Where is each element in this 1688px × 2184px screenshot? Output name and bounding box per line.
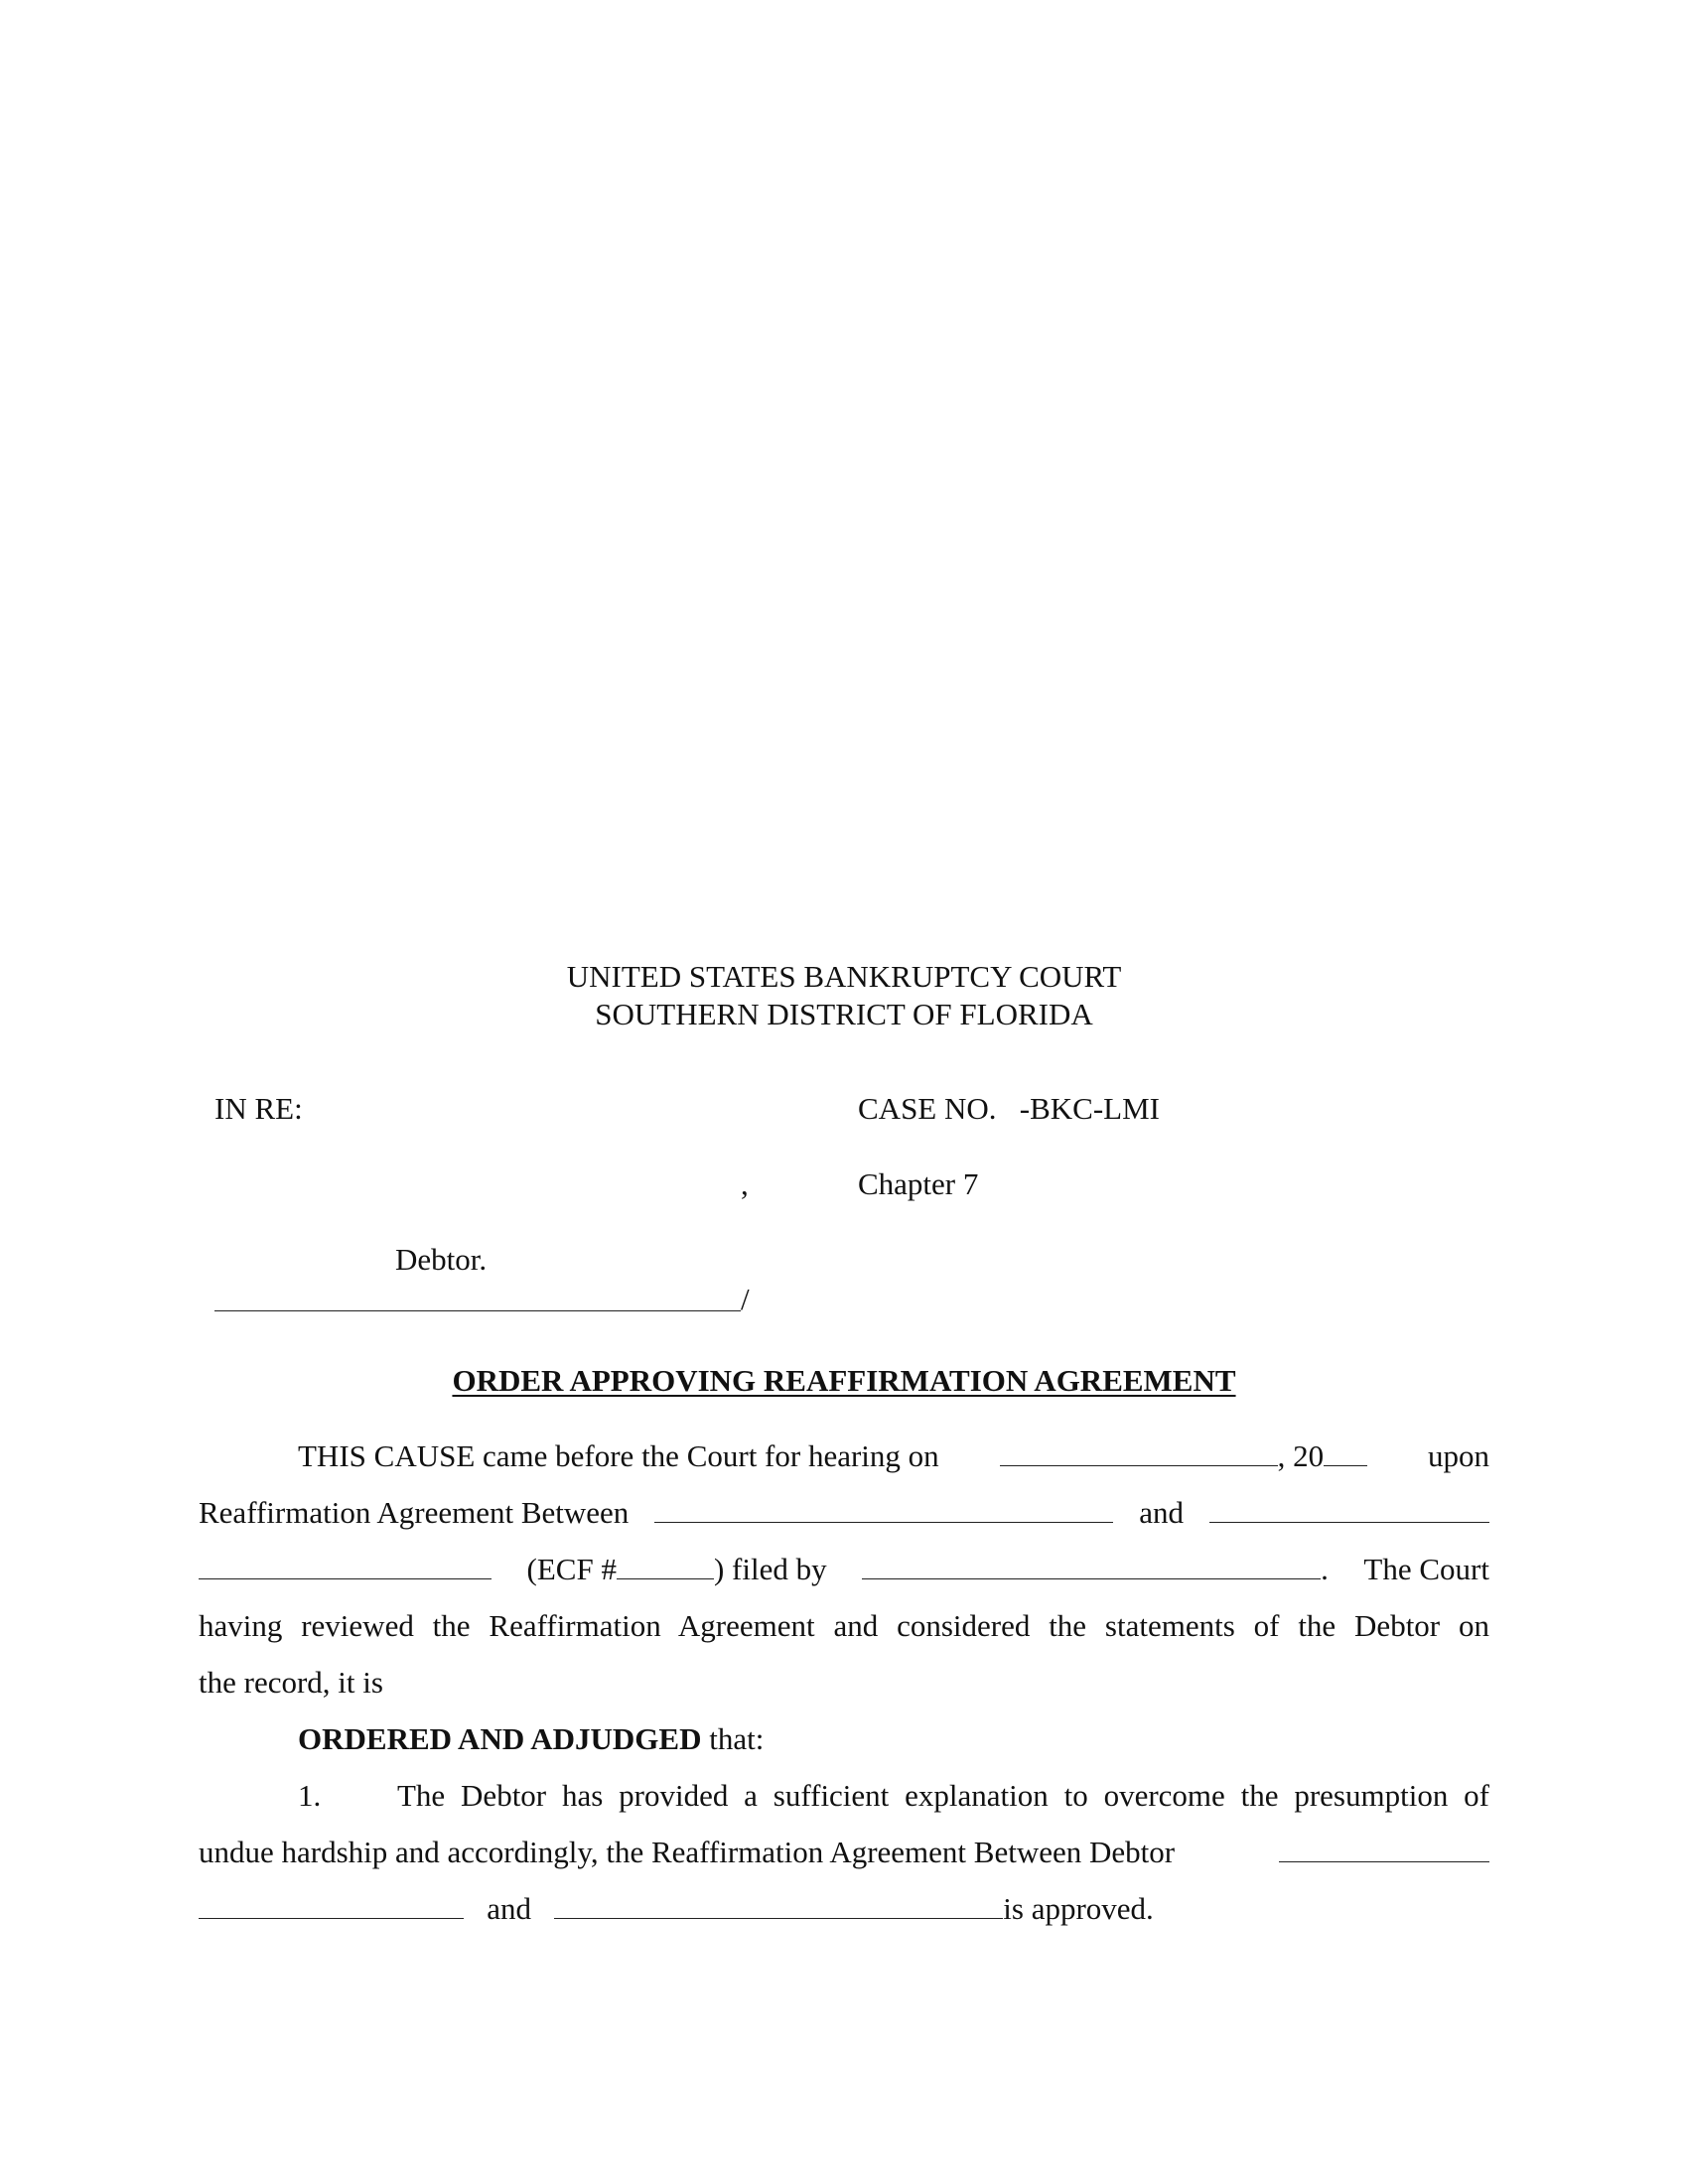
caption-underline: [214, 1310, 741, 1311]
body-line-4: [199, 1607, 1489, 1645]
filed-by-blank: [862, 1553, 1321, 1579]
paragraph-1-line-3-and: and: [487, 1891, 532, 1926]
paragraph-1-line-1: [397, 1777, 1489, 1815]
body-line-3-text-d: The Court: [1363, 1552, 1489, 1586]
caption-comma: ,: [741, 1166, 749, 1201]
caption-slash: /: [741, 1282, 750, 1316]
ordered-bold: ORDERED AND ADJUDGED: [298, 1721, 702, 1756]
party-two-blank: [1209, 1496, 1489, 1523]
case-number: CASE NO. -BKC-LMI: [858, 1091, 1160, 1126]
party-two-cont-blank: [199, 1553, 492, 1579]
body-line-2-text-a: Reaffirmation Agreement Between: [199, 1495, 630, 1530]
party-one-blank: [654, 1496, 1113, 1523]
ordered-line: [298, 1720, 764, 1758]
debtor-label: Debtor.: [395, 1242, 488, 1277]
body-line-1: [298, 1437, 1489, 1475]
body-line-3-text-a: (ECF #: [526, 1552, 617, 1586]
body-line-1-group: [1000, 1437, 1368, 1475]
paragraph-1-line-3-approved: is approved.: [1003, 1891, 1154, 1926]
paragraph-1-number: 1.: [298, 1778, 322, 1813]
body-line-3-text-c: .: [1321, 1552, 1329, 1586]
paragraph-1-line-3: [199, 1890, 1154, 1928]
body-line-4-text: having reviewed the Reaffirmation Agreement and considered the statements of the Debtor on: [199, 1608, 1489, 1643]
body-line-1-text-a: THIS CAUSE came before the Court for hearing on: [298, 1438, 939, 1473]
paragraph-1-line-2: [199, 1834, 1489, 1871]
paragraph-1-line-2-text: undue hardship and accordingly, the Reaffirmation Agreement Between Debtor: [199, 1835, 1176, 1869]
body-line-3-group-b: [862, 1551, 1329, 1588]
in-re-label: IN RE:: [214, 1091, 303, 1126]
hearing-year-blank: [1324, 1439, 1367, 1466]
hearing-date-blank: [1000, 1439, 1278, 1466]
body-line-3-text-b: ) filed by: [713, 1552, 827, 1586]
court-district: SOUTHERN DISTRICT OF FLORIDA: [595, 997, 1093, 1031]
ecf-number-blank: [617, 1553, 714, 1579]
order-title: ORDER APPROVING REAFFIRMATION AGREEMENT: [452, 1363, 1236, 1398]
body-line-1-text-b: , 20: [1277, 1438, 1325, 1473]
body-line-2-text-b: and: [1139, 1495, 1185, 1530]
creditor-name-blank: [554, 1892, 1003, 1919]
body-line-3-group-a: [527, 1551, 827, 1588]
debtor-name-cont-blank: [199, 1892, 464, 1919]
body-line-3: [199, 1551, 1489, 1588]
body-line-1-text-c: upon: [1427, 1438, 1489, 1473]
body-line-2: [199, 1494, 1489, 1532]
ordered-rest: that:: [701, 1721, 765, 1756]
debtor-name-blank: [1279, 1836, 1489, 1862]
body-line-5: the record, it is: [199, 1665, 383, 1700]
court-name: UNITED STATES BANKRUPTCY COURT: [566, 959, 1122, 994]
chapter-label: Chapter 7: [858, 1166, 979, 1201]
paragraph-1-line-1-text: The Debtor has provided a sufficient explanation to overcome the presumption of: [397, 1778, 1489, 1813]
